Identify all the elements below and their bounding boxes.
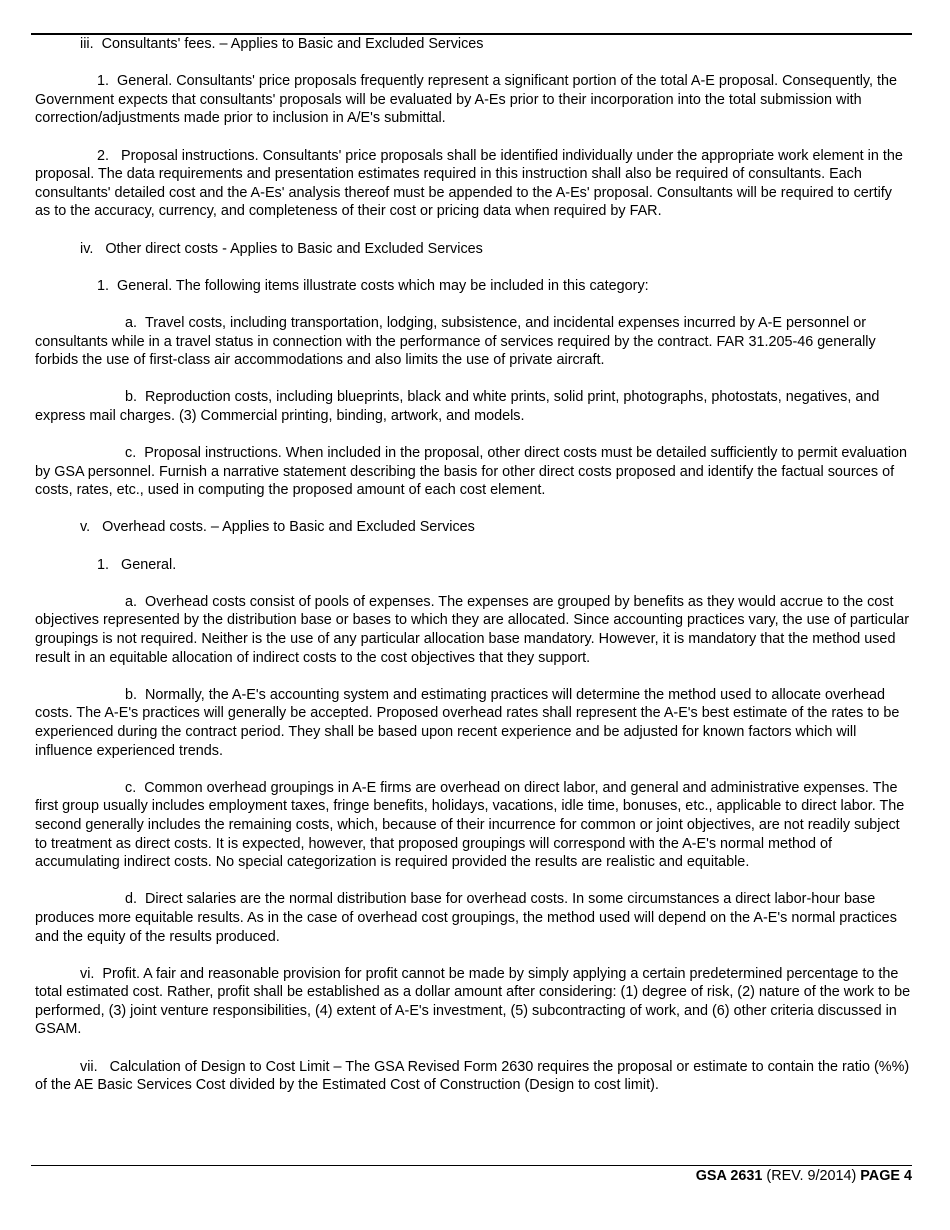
- section-iii-item-1: 1. General. Consultants' price proposals frequently represent a significant portion of the total A-E proposal. Consequently, the Government expects that consultants' proposals will be evaluated by A-Es prior to their incorporation into the total submission with correction/adjustments made prior to inclusion in A/E's submittal.: [35, 73, 898, 127]
- section-iv-heading: iv. Other direct costs - Applies to Basic and Excluded Services: [80, 240, 483, 257]
- section-vii-design-to-cost: vii. Calculation of Design to Cost Limit – The GSA Revised Form 2630 requires the proposal or estimate to contain the ratio (%%) of the AE Basic Services Cost divided by the Estimated Cost of Construction (Design to cost limit).: [35, 1058, 910, 1094]
- section-v-item-1d: d. Direct salaries are the normal distribution base for overhead costs. In some circumstances a direct labor-hour base produces more equitable results. As in the case of overhead cost groupings, the method used will depend on the A-E's normal practices and the equity of the results produced.: [35, 891, 897, 945]
- section-iii-heading: iii. Consultants' fees. – Applies to Basic and Excluded Services: [80, 36, 484, 52]
- section-v-item-1: 1. General.: [97, 556, 177, 573]
- section-v-heading: v. Overhead costs. – Applies to Basic and Excluded Services: [80, 519, 475, 536]
- form-revision: (REV. 9/2014): [766, 1168, 857, 1184]
- page-number: PAGE 4: [860, 1168, 912, 1184]
- section-vi-profit: vi. Profit. A fair and reasonable provision for profit cannot be made by simply applying a certain predetermined percentage to the total estimated cost. Rather, profit shall be established as a dollar amount after considering: (1) degree of risk, (2) nature of the work to be performed, (3) joint venture responsibilities, (4) extent of A-E's investment, (5) subcontracting of work, and (6) other criteria discussed in GSAM.: [35, 965, 911, 1038]
- form-number: GSA 2631: [695, 1168, 763, 1184]
- page-footer: [696, 1168, 912, 1184]
- section-v-item-1b: b. Normally, the A-E's accounting system and estimating practices will determine the method used to allocate overhead costs. The A-E's practices will generally be accepted. Proposed overhead rates shall represent the A-E's best estimate of the rates to be experienced during the contract period. They shall be based upon recent experience and be adjusted for known factors which will influence experienced trends.: [35, 686, 900, 759]
- section-iv-item-1: 1. General. The following items illustrate costs which may be included in this category:: [97, 277, 649, 294]
- section-iii-item-2: 2. Proposal instructions. Consultants' price proposals shall be identified individually under the appropriate work element in the proposal. The data requirements and presentation estimates required in this instruction shall also be required of consultants. Each consultants' detailed cost and the A-Es' analysis thereof must be appended to the A-Es' proposal. Consultants will be required to certify as to the accuracy, currency, and completeness of their cost or pricing data when required by FAR.: [35, 147, 903, 220]
- section-v-item-1a: a. Overhead costs consist of pools of expenses. The expenses are grouped by benefits as they would accrue to the cost objectives represented by the distribution base or bases to which they are allocated. Since accounting practices vary, the use of particular groupings is not required. Neither is the use of any particular allocation base mandatory. However, it is mandatory that the method used result in an equitable allocation of indirect costs to the cost objectives that they support.: [35, 593, 910, 666]
- section-iv-item-1a: a. Travel costs, including transportation, lodging, subsistence, and incidental expenses incurred by A-E personnel or consultants while in a travel status in connection with the performance of services required by the contract. FAR 31.205-46 generally forbids the use of first-class air accommodations and also limits the use of private aircraft.: [35, 314, 876, 369]
- section-iv-item-1c: c. Proposal instructions. When included in the proposal, other direct costs must be detailed sufficiently to permit evaluation by GSA personnel. Furnish a narrative statement describing the basis for other direct costs proposed and identify the factual sources of costs, rates, etc., used in computing the proposed amount of each cost element.: [35, 445, 908, 499]
- section-v-item-1c: c. Common overhead groupings in A-E firms are overhead on direct labor, and general and administrative expenses. The first group usually includes employment taxes, fringe benefits, holidays, vacations, idle time, bonuses, etc., applicable to direct labor. The second generally includes the remaining costs, which, because of their incurrence for common or joint objectives, are not readily subject to treatment as direct costs. It is expected, however, that proposed groupings will correspond with the A-E's normal method of accumulating indirect costs. No special categorization is required provided the results are realistic and equitable.: [35, 779, 905, 871]
- bottom-rule: [31, 1165, 912, 1166]
- document-body: [35, 35, 911, 1095]
- section-iv-item-1b: b. Reproduction costs, including blueprints, black and white prints, solid print, photographs, photostats, negatives, and express mail charges. (3) Commercial printing, binding, artwork, and models.: [35, 389, 880, 424]
